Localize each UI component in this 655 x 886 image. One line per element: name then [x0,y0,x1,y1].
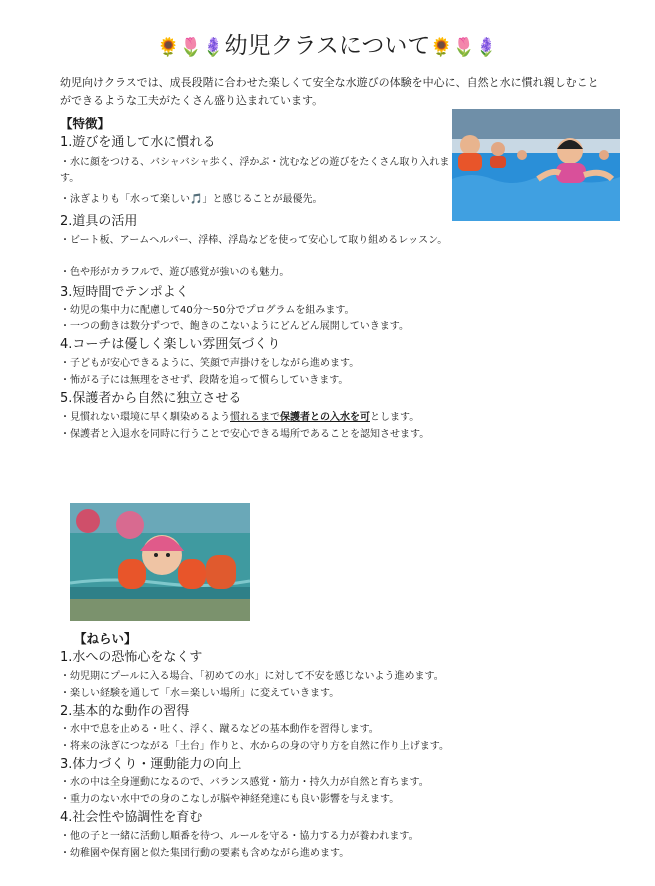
flower-emoji-left: 🌻🌷🪻 [157,37,225,58]
aim-3-title: 3.体力づくり・運動能力の向上 [60,757,242,772]
aim-1-line-2: ・楽しい経験を通して「水＝楽しい場所」に変えていきます。 [60,688,340,699]
feature-3-line-1: ・幼児の集中力に配慮して40分〜50分でプログラムを組みます。 [60,305,355,316]
underlined-text: 慣れるまで [230,412,280,423]
aim-4-title: 4.社会性や協調性を育む [60,810,203,825]
feature-1-title: 1.遊びを通して水に慣れる [60,135,216,150]
aim-2-title: 2.基本的な動作の習得 [60,704,190,719]
aims-heading: 【ねらい】 [74,631,137,646]
feature-5-line-1: ・見慣れない環境に早く馴染めるよう慣れるまで保護者との入水を可とします。 [60,412,420,423]
feature-1-line-2: ・泳ぎよりも「水って楽しい🎵」と感じることが最優先。 [60,194,323,205]
feature-1-line-1: ・水に顔をつける、バシャバシャ歩く、浮かぶ・沈むなどの遊びをたくさん取り入れます。 [60,157,450,184]
title-text: 幼児クラスについて [224,33,431,59]
page-title [0,30,655,64]
feature-5-title: 5.保護者から自然に独立させる [60,391,242,406]
aim-3-line-1: ・水の中は全身運動になるので、バランス感覚・筋力・持久力が自然と育ちます。 [60,777,429,788]
feature-3-line-2: ・一つの動きは数分ずつで、飽きのこないようにどんどん展開していきます。 [60,321,409,332]
aim-1-title: 1.水への恐怖心をなくす [60,650,203,665]
features-heading: 【特徴】 [60,116,111,131]
photo-child-arm-floats [70,503,250,621]
aim-4-line-1: ・他の子と一緒に活動し順番を待つ、ルールを守る・協力する力が養われます。 [60,831,419,842]
feature-5-line-2: ・保護者と入退水を同時に行うことで安心できる場所であることを認知させます。 [60,429,430,440]
feature-2-line-1: ・ビート板、アームヘルパー、浮棒、浮島などを使って安心して取り組めるレッスン。 [60,235,448,246]
feature-4-line-1: ・子どもが安心できるように、笑顔で声掛けをしながら進めます。 [60,358,360,369]
intro-paragraph: 幼児向けクラスでは、成長段階に合わせた楽しくて安全な水遊びの体験を中心に、自然と水に慣れ親しむことができるような工夫がたくさん盛り込まれています。 [60,76,599,107]
aim-2-line-2: ・将来の泳ぎにつながる「土台」作りと、水からの身の守り方を自然に作り上げます。 [60,741,449,752]
aim-1-line-1: ・幼児期にプールに入る場合、「初めての水」に対して不安を感じないよう進めます。 [60,671,444,682]
aim-4-line-2: ・幼稚園や保育園と似た集団行動の要素も含めながら進めます。 [60,848,350,859]
feature-2-title: 2.道具の活用 [60,214,138,229]
aim-2-line-1: ・水中で息を止める・吐く、浮く、蹴るなどの基本動作を習得します。 [60,724,379,735]
feature-4-title: 4.コーチは優しく楽しい雰囲気づくり [60,337,281,352]
photo-children-swimming [452,109,620,221]
feature-3-title: 3.短時間でテンポよく [60,285,189,300]
underlined-bold-text: 保護者との入水を可 [280,412,370,423]
feature-2-line-2: ・色や形がカラフルで、遊び感覚が強いのも魅力。 [60,267,290,278]
feature-4-line-2: ・怖がる子には無理をさせず、段階を追って慣らしていきます。 [60,375,349,386]
flower-emoji-right: 🌻🌷🪻 [430,37,498,58]
aim-3-line-2: ・重力のない水中での身のこなしが脳や神経発達にも良い影響を与えます。 [60,794,400,805]
